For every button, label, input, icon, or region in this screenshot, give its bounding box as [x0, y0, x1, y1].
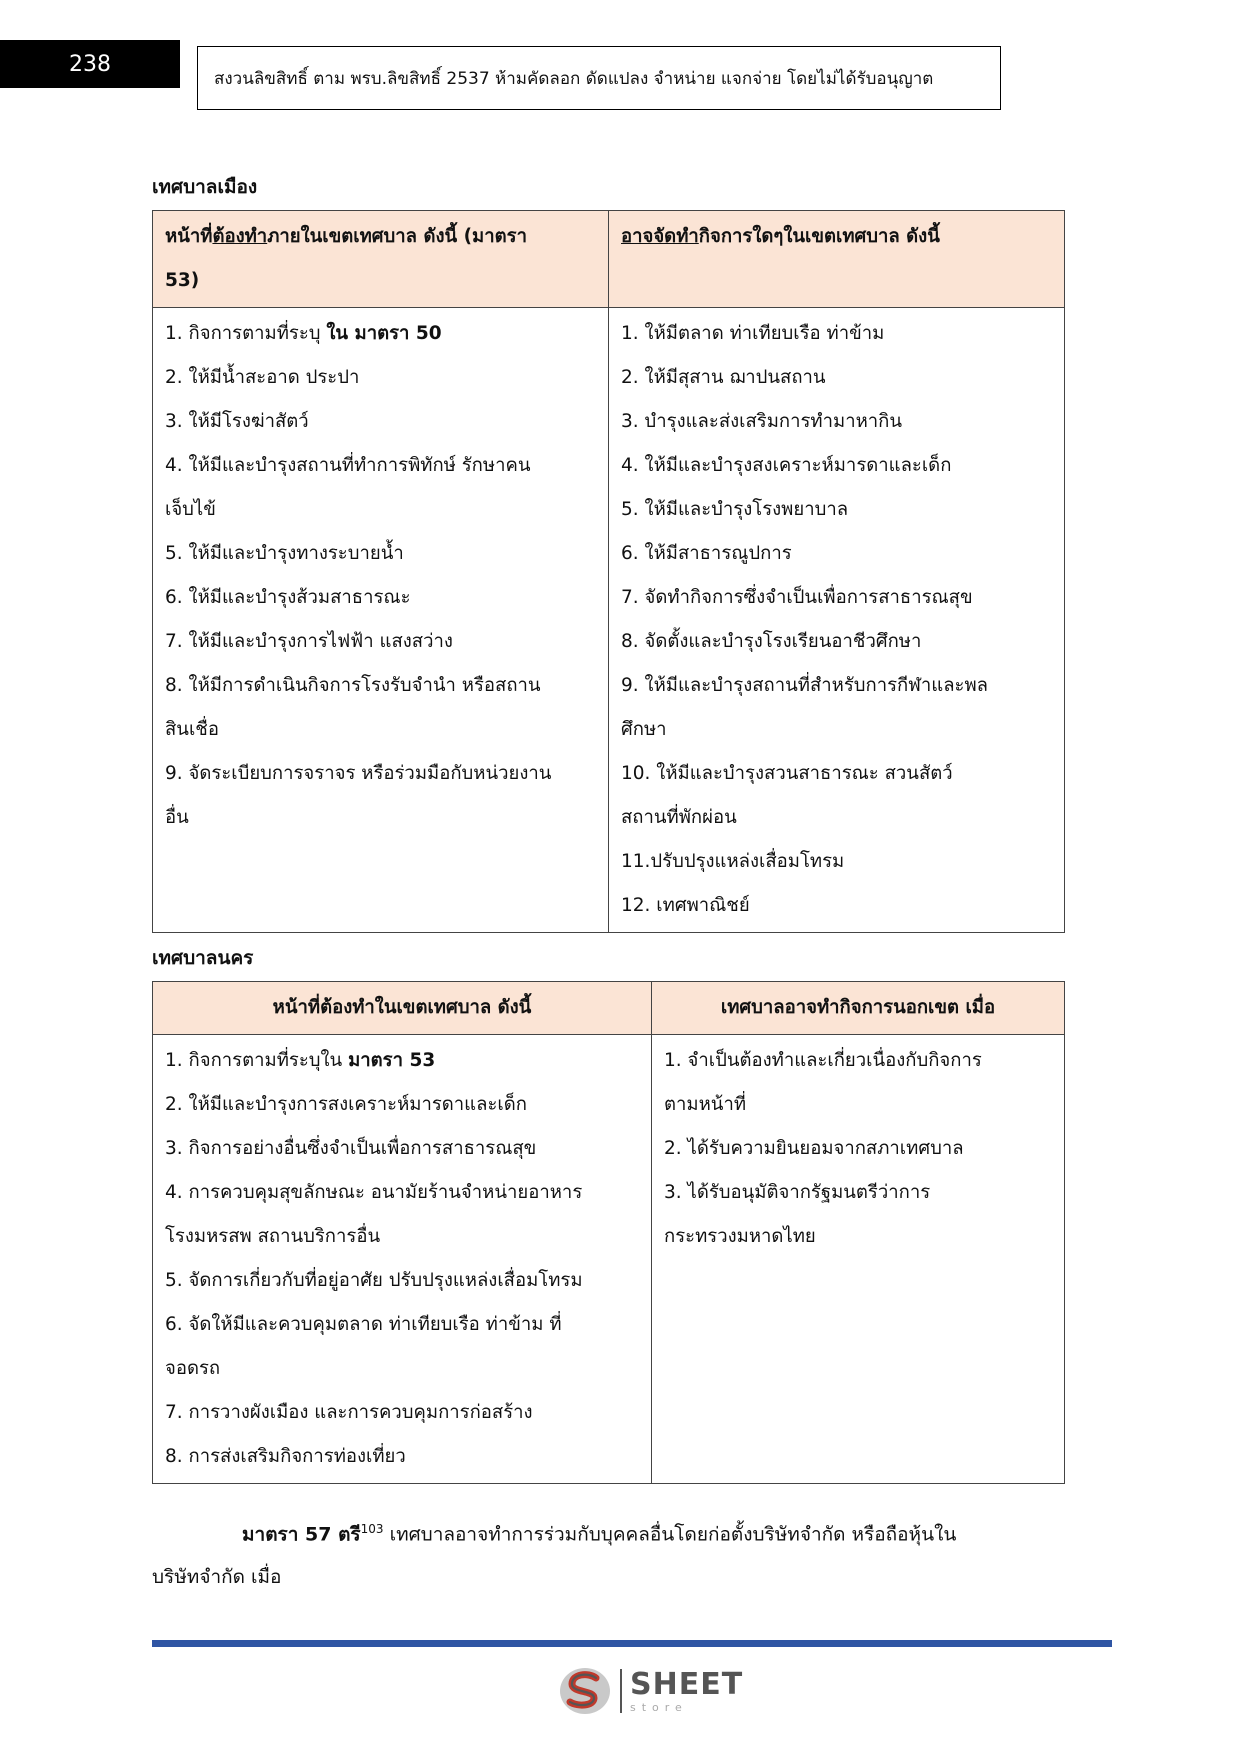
list-item-text: 1. กิจการตามที่ระบุ	[165, 323, 327, 344]
paragraph-line	[152, 1508, 1064, 1556]
list-item	[165, 1435, 639, 1479]
optional-list	[609, 308, 1065, 933]
copyright-notice: สงวนลิขสิทธิ์ ตาม พรบ.ลิขสิทธิ์ 2537 ห้ามคัดลอก ดัดแปลง จำหน่าย แจกจ่าย โดยไม่ได้รับอนุญาต	[197, 46, 1001, 110]
list-item	[165, 1127, 639, 1171]
list-item-text: 2. ให้มีและบำรุงการสงเคราะห์มารดาและเด็ก	[165, 1094, 527, 1115]
header-text: กิจการใดๆในเขตเทศบาล ดังนี้	[698, 226, 940, 247]
list-item: 2. ได้รับความยินยอมจากสภาเทศบาล	[664, 1138, 964, 1159]
list-item-text: จอดรถ	[165, 1358, 221, 1379]
list-item	[165, 312, 596, 356]
list-item	[165, 1303, 639, 1347]
footer-rule	[152, 1640, 1112, 1647]
table-body-row	[153, 1035, 1065, 1484]
table-header-row	[153, 211, 1065, 308]
header-underlined-text: ต้องทำ	[212, 226, 268, 247]
list-item-text: 7. ให้มีและบำรุงการไฟฟ้า แสงสว่าง	[165, 631, 453, 652]
list-item-text: 6. ให้มีและบำรุงส้วมสาธารณะ	[165, 587, 411, 608]
list-item	[165, 532, 596, 576]
header-line: 53)	[165, 270, 200, 291]
list-item-bold-text: มาตรา 53	[348, 1050, 436, 1071]
list-item: 12. เทศพาณิชย์	[621, 895, 750, 916]
list-item	[165, 1215, 639, 1259]
list-item	[165, 620, 596, 664]
list-item-text: 4. การควบคุมสุขลักษณะ อนามัยร้านจำหน่ายอาหาร	[165, 1182, 583, 1203]
list-item: 8. จัดตั้งและบำรุงโรงเรียนอาชีวศึกษา	[621, 631, 922, 652]
list-item: 2. ให้มีสุสาน ฌาปนสถาน	[621, 367, 826, 388]
list-item	[165, 1259, 639, 1303]
header-line	[621, 215, 1052, 259]
list-item: กระทรวงมหาดไทย	[664, 1226, 816, 1247]
list-item-text: 1. กิจการตามที่ระบุใน	[165, 1050, 349, 1071]
paragraph-text: เทศบาลอาจทำการร่วมกับบุคคลอื่นโดยก่อตั้งบริษัทจำกัด หรือถือหุ้นใน	[383, 1523, 957, 1546]
list-item	[165, 444, 596, 488]
section-number: มาตรา 57 ตรี	[242, 1523, 361, 1546]
list-item: 7. จัดทำกิจการซึ่งจำเป็นเพื่อการสาธารณสุข	[621, 587, 973, 608]
list-item	[165, 356, 596, 400]
list-item: 4. ให้มีและบำรุงสงเคราะห์มารดาและเด็ก	[621, 455, 952, 476]
list-item-text: อื่น	[165, 807, 189, 828]
section-heading-municipal-town: เทศบาลเมือง	[152, 176, 258, 198]
list-item: 3. บำรุงและส่งเสริมการทำมาหากิน	[621, 411, 903, 432]
table-municipal-town	[152, 210, 1065, 933]
list-item-text: 4. ให้มีและบำรุงสถานที่ทำการพิทักษ์ รักษาคน	[165, 455, 531, 476]
list-item	[165, 1171, 639, 1215]
duties-list	[153, 1035, 652, 1484]
column-header-duties	[153, 982, 652, 1035]
outside-conditions-list	[652, 1035, 1065, 1484]
list-item: 3. ได้รับอนุมัติจากรัฐมนตรีว่าการ	[664, 1182, 931, 1203]
table-body-row	[153, 308, 1065, 933]
list-item: 1. จำเป็นต้องทำและเกี่ยวเนื่องกับกิจการ	[664, 1050, 982, 1071]
column-header-optional	[609, 211, 1065, 308]
list-item	[165, 708, 596, 752]
list-item-text: 8. ให้มีการดำเนินกิจการโรงรับจำนำ หรือสถาน	[165, 675, 541, 696]
list-item-text: 6. จัดให้มีและควบคุมตลาด ท่าเทียบเรือ ท่าข้าม ที่	[165, 1314, 562, 1335]
list-item: 5. ให้มีและบำรุงโรงพยาบาล	[621, 499, 849, 520]
list-item-text: 5. ให้มีและบำรุงทางระบายน้ำ	[165, 543, 404, 564]
column-header-duties	[153, 211, 609, 308]
list-item	[165, 1347, 639, 1391]
list-item: 9. ให้มีและบำรุงสถานที่สำหรับการกีฬาและพล	[621, 675, 989, 696]
list-item: 10. ให้มีและบำรุงสวนสาธารณะ สวนสัตว์	[621, 763, 953, 784]
logo-divider	[620, 1669, 622, 1713]
list-item	[165, 488, 596, 532]
sheet-store-logo	[558, 1665, 743, 1717]
list-item-text: 2. ให้มีน้ำสะอาด ประปา	[165, 367, 360, 388]
header-line	[165, 215, 596, 259]
footnote-ref: 103	[360, 1522, 384, 1536]
list-item-text: 9. จัดระเบียบการจราจร หรือร่วมมือกับหน่วยงาน	[165, 763, 552, 784]
column-header-outside	[652, 982, 1065, 1035]
list-item-bold-text: ใน มาตรา 50	[326, 323, 442, 344]
header-line: หน้าที่ต้องทำในเขตเทศบาล ดังนี้	[272, 997, 532, 1018]
list-item: 1. ให้มีตลาด ท่าเทียบเรือ ท่าข้าม	[621, 323, 885, 344]
table-municipal-city	[152, 981, 1065, 1484]
header-line: เทศบาลอาจทำกิจการนอกเขต เมื่อ	[720, 997, 996, 1018]
list-item-text: สินเชื่อ	[165, 719, 219, 740]
list-item-text: โรงมหรสพ สถานบริการอื่น	[165, 1226, 381, 1247]
list-item	[165, 1039, 639, 1083]
page-number: 238	[0, 40, 180, 88]
logo-text: SHEET	[630, 1666, 744, 1702]
list-item-text: 8. การส่งเสริมกิจการท่องเที่ยว	[165, 1446, 406, 1467]
paragraph-line: บริษัทจำกัด เมื่อ	[152, 1566, 282, 1589]
list-item: 11.ปรับปรุงแหล่งเสื่อมโทรม	[621, 851, 845, 872]
list-item: ศึกษา	[621, 719, 667, 740]
list-item: ตามหน้าที่	[664, 1094, 747, 1115]
list-item: สถานที่พักผ่อน	[621, 807, 737, 828]
header-text: หน้าที่	[165, 226, 213, 247]
section-heading-municipal-city: เทศบาลนคร	[152, 947, 254, 969]
header-text: ภายในเขตเทศบาล ดังนี้ (มาตรา	[267, 226, 527, 247]
list-item	[165, 1391, 639, 1435]
list-item	[165, 1083, 639, 1127]
list-item-text: 5. จัดการเกี่ยวกับที่อยู่อาศัย ปรับปรุงแหล่งเสื่อมโทรม	[165, 1270, 583, 1291]
list-item	[165, 796, 596, 840]
section-paragraph	[152, 1508, 1064, 1599]
list-item-text: 7. การวางผังเมือง และการควบคุมการก่อสร้าง	[165, 1402, 533, 1423]
table-header-row	[153, 982, 1065, 1035]
list-item-text: 3. ให้มีโรงฆ่าสัตว์	[165, 411, 309, 432]
list-item	[165, 576, 596, 620]
list-item	[165, 664, 596, 708]
sheet-store-logo-icon	[558, 1666, 612, 1716]
list-item-text: เจ็บไข้	[165, 499, 216, 520]
list-item: 6. ให้มีสาธารณูปการ	[621, 543, 792, 564]
duties-list	[153, 308, 609, 933]
list-item	[165, 400, 596, 444]
list-item-text: 3. กิจการอย่างอื่นซึ่งจำเป็นเพื่อการสาธารณสุข	[165, 1138, 537, 1159]
logo-subtext: store	[630, 1700, 688, 1714]
list-item	[165, 752, 596, 796]
logo-wordmark	[630, 1666, 744, 1714]
header-underlined-text: อาจจัดทำ	[621, 226, 699, 247]
